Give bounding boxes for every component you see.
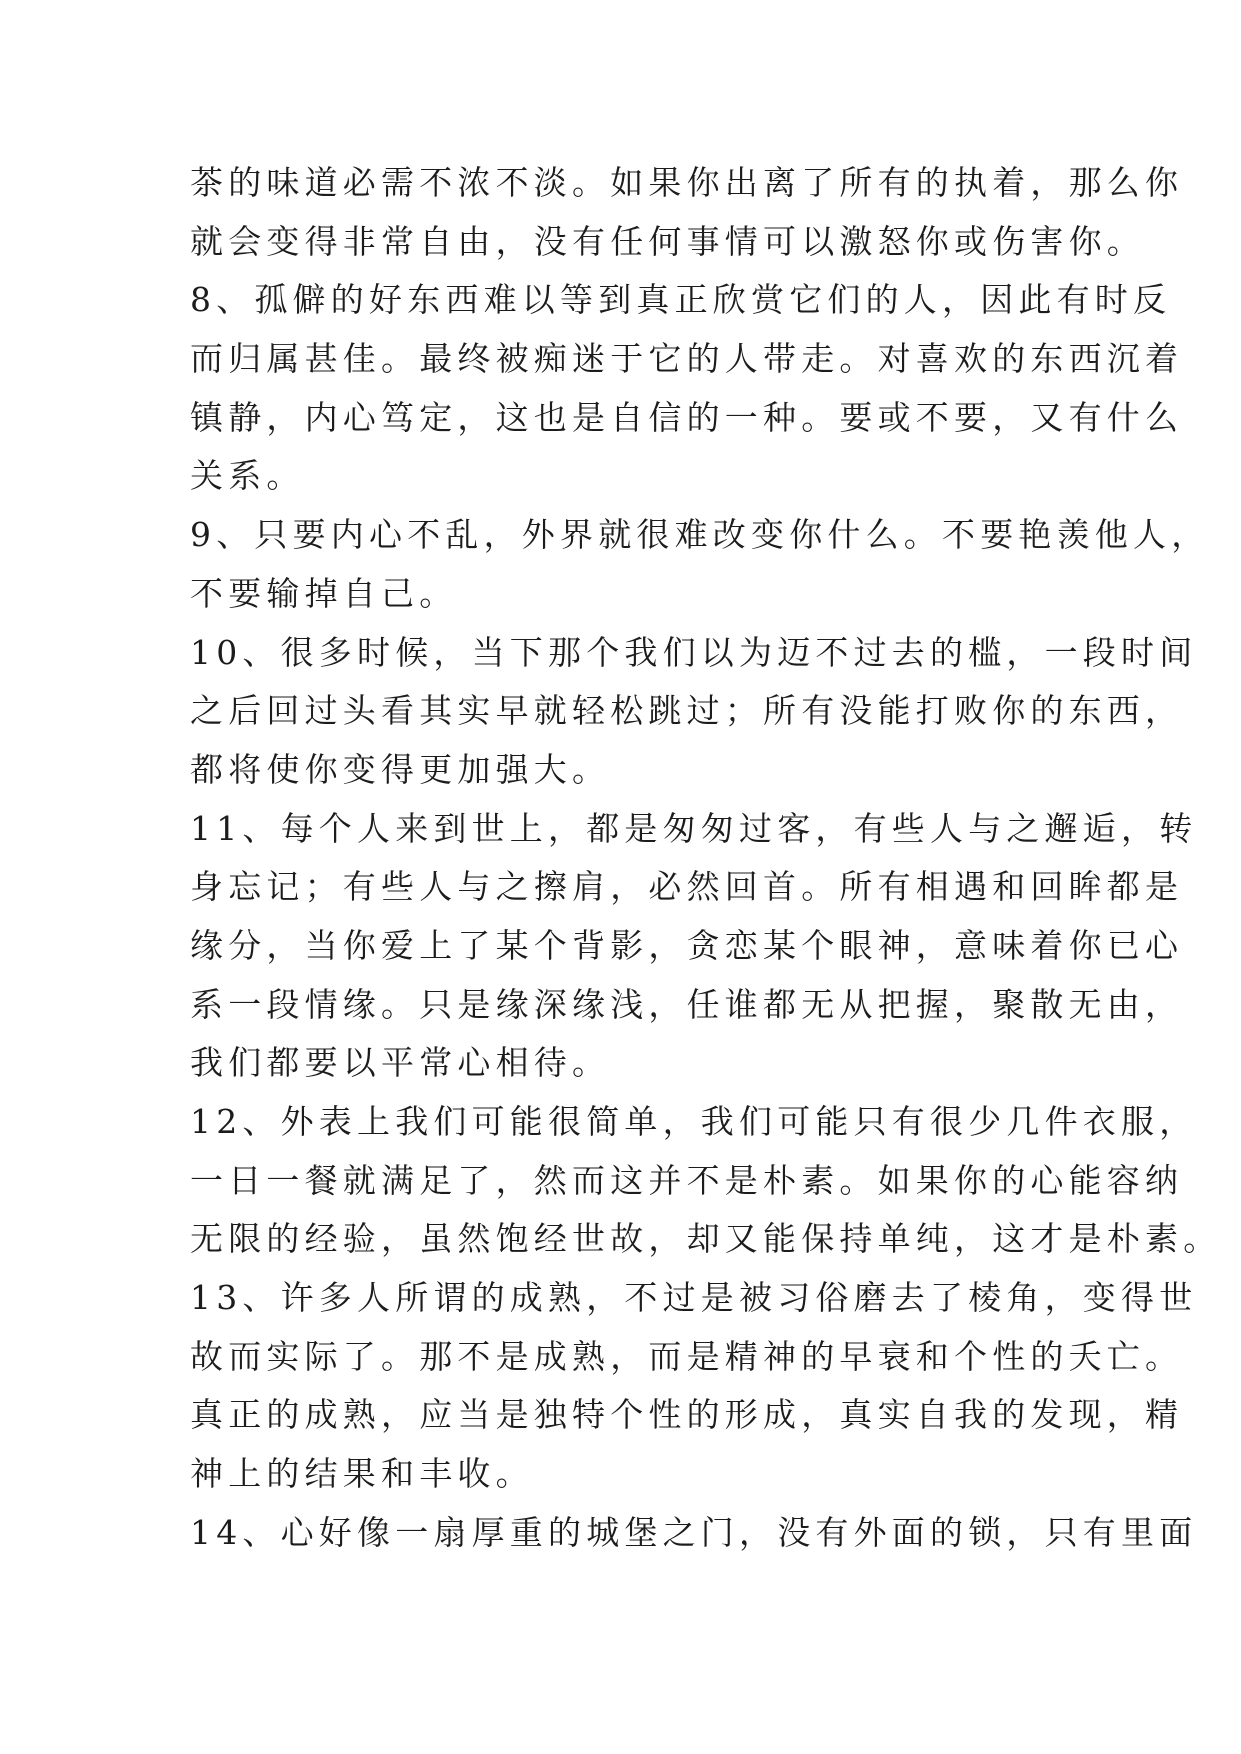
text-line: 真正的成熟，应当是独特个性的形成，真实自我的发现，精 xyxy=(190,1395,1184,1435)
text-line: 9、只要内心不乱，外界就很难改变你什么。不要艳羡他人， xyxy=(190,515,1210,555)
text-line: 故而实际了。那不是成熟，而是精神的早衰和个性的夭亡。 xyxy=(190,1336,1184,1376)
text-line: 就会变得非常自由，没有任何事情可以激怒你或伤害你。 xyxy=(190,221,1145,261)
text-line: 系一段情缘。只是缘深缘浅，任谁都无从把握，聚散无由， xyxy=(190,984,1184,1024)
text-line: 不要输掉自己。 xyxy=(190,573,458,613)
text-line: 无限的经验，虽然饱经世故，却又能保持单纯，这才是朴素。 xyxy=(190,1219,1222,1259)
text-line: 关系。 xyxy=(190,456,305,496)
text-line: 缘分，当你爱上了某个背影，贪恋某个眼神，意味着你已心 xyxy=(190,925,1184,965)
text-line: 8、孤僻的好东西难以等到真正欣赏它们的人，因此有时反 xyxy=(190,280,1172,320)
text-line: 一日一餐就满足了，然而这并不是朴素。如果你的心能容纳 xyxy=(190,1160,1184,1200)
text-line: 之后回过头看其实早就轻松跳过；所有没能打败你的东西， xyxy=(190,691,1184,731)
text-line: 12、外表上我们可能很简单，我们可能只有很少几件衣服， xyxy=(190,1102,1198,1141)
body-text xyxy=(190,154,1222,1563)
text-line: 13、许多人所谓的成熟，不过是被习俗磨去了棱角，变得世 xyxy=(190,1278,1198,1318)
text-line: 14、心好像一扇厚重的城堡之门，没有外面的锁，只有里面 xyxy=(190,1512,1198,1552)
text-line: 都将使你变得更加强大。 xyxy=(190,749,611,789)
text-line: 而归属甚佳。最终被痴迷于它的人带走。对喜欢的东西沉着 xyxy=(190,339,1184,379)
text-line: 10、很多时候，当下那个我们以为迈不过去的槛，一段时间 xyxy=(190,632,1198,672)
text-line: 镇静，内心笃定，这也是自信的一种。要或不要，又有什么 xyxy=(190,397,1184,437)
text-line: 茶的味道必需不浓不淡。如果你出离了所有的执着，那么你 xyxy=(190,163,1184,202)
text-line: 11、每个人来到世上，都是匆匆过客，有些人与之邂逅，转 xyxy=(190,808,1198,848)
text-line: 我们都要以平常心相待。 xyxy=(190,1043,611,1083)
text-line: 身忘记；有些人与之擦肩，必然回首。所有相遇和回眸都是 xyxy=(190,867,1184,907)
text-line: 神上的结果和丰收。 xyxy=(190,1454,534,1494)
